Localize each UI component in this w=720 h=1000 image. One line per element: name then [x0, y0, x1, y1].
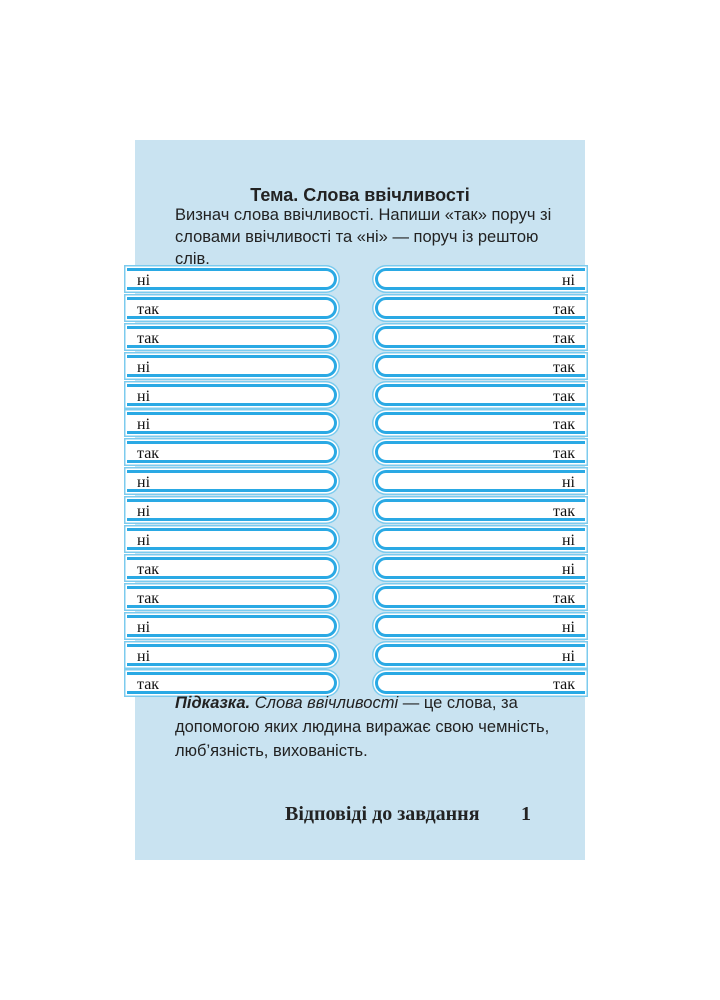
hint-term: Слова ввічливості — [254, 694, 399, 712]
answer-row — [375, 295, 585, 324]
answer-text: так — [552, 358, 575, 376]
answer-text: ні — [561, 647, 575, 665]
answer-text: ні — [137, 618, 151, 636]
answer-text: так — [552, 676, 575, 694]
answer-row — [135, 295, 345, 324]
answer-text: так — [552, 445, 575, 463]
answer-row — [135, 468, 345, 497]
task-number: 1 — [521, 803, 531, 825]
answer-text: ні — [561, 272, 575, 289]
answer-text: ні — [561, 618, 575, 636]
answer-text: ні — [137, 358, 151, 376]
answer-text: так — [137, 589, 160, 607]
answer-text: ні — [561, 532, 575, 550]
answer-field[interactable] — [127, 326, 337, 348]
answer-row — [375, 382, 585, 411]
answer-row — [135, 382, 345, 411]
answer-row — [375, 353, 585, 382]
answer-field[interactable] — [127, 412, 337, 434]
page-title: Тема. Слова ввічливості — [250, 185, 470, 205]
answer-field[interactable] — [375, 470, 585, 492]
answer-field[interactable] — [375, 268, 585, 290]
answer-text: так — [552, 416, 575, 434]
answer-row — [375, 613, 585, 642]
answer-text: ні — [137, 272, 151, 289]
answer-row — [135, 266, 345, 295]
answer-field[interactable] — [375, 499, 585, 521]
answer-field[interactable] — [127, 268, 337, 290]
answer-row — [375, 266, 585, 295]
answer-row — [375, 584, 585, 613]
answer-field[interactable] — [375, 384, 585, 406]
answer-field[interactable] — [127, 644, 337, 666]
answer-field[interactable] — [375, 586, 585, 608]
answer-text: так — [137, 445, 160, 463]
answer-field[interactable] — [127, 355, 337, 377]
answer-field[interactable] — [127, 499, 337, 521]
answer-field[interactable] — [127, 441, 337, 463]
answer-text: ні — [561, 560, 575, 578]
answer-card — [135, 140, 585, 860]
answer-row — [135, 439, 345, 468]
answer-field[interactable] — [375, 355, 585, 377]
hint-body: — це слова, за допомогою яких людина виражає свою чемність, люб’язність, вихованість. — [175, 694, 550, 760]
answer-row — [135, 526, 345, 555]
left-answer-column — [135, 266, 345, 699]
answer-text: так — [137, 676, 160, 694]
answer-row — [135, 324, 345, 353]
answer-text: ні — [561, 474, 575, 492]
hint-label: Підказка. — [175, 694, 251, 712]
answer-row — [375, 526, 585, 555]
answer-field[interactable] — [375, 441, 585, 463]
answer-text: так — [552, 300, 575, 318]
answer-field[interactable] — [127, 297, 337, 319]
answer-field[interactable] — [375, 557, 585, 579]
answer-field[interactable] — [375, 297, 585, 319]
answer-row — [375, 439, 585, 468]
footer-title: Відповіді до завдання — [285, 803, 480, 825]
answer-field[interactable] — [127, 586, 337, 608]
answer-text: ні — [137, 416, 151, 434]
answer-text: так — [552, 329, 575, 347]
answer-text: так — [137, 329, 160, 347]
answer-row — [375, 410, 585, 439]
answer-row — [375, 497, 585, 526]
answer-text: ні — [137, 503, 151, 521]
answer-row — [375, 324, 585, 353]
answer-row — [375, 642, 585, 671]
answer-field[interactable] — [127, 528, 337, 550]
task-instructions: Визнач слова ввічливості. Напиши «так» поруч зі словами ввічливості та «ні» — поруч із рештою слів. — [175, 206, 552, 268]
hint-text — [175, 691, 555, 763]
answer-field[interactable] — [375, 644, 585, 666]
answer-row — [135, 497, 345, 526]
answer-text: ні — [137, 474, 151, 492]
answer-row — [135, 410, 345, 439]
answer-field[interactable] — [375, 528, 585, 550]
answer-row — [135, 613, 345, 642]
answer-field[interactable] — [375, 615, 585, 637]
answer-field[interactable] — [375, 412, 585, 434]
answer-text: так — [137, 300, 160, 318]
answer-row — [375, 468, 585, 497]
answer-text: ні — [137, 647, 151, 665]
answer-text: так — [552, 503, 575, 521]
answer-row — [135, 642, 345, 671]
answer-row — [135, 353, 345, 382]
answer-text: ні — [137, 532, 151, 550]
answer-field[interactable] — [127, 615, 337, 637]
answer-row — [135, 555, 345, 584]
answer-text: ні — [137, 387, 151, 405]
answer-row — [135, 584, 345, 613]
answer-text: так — [552, 589, 575, 607]
answer-field[interactable] — [127, 384, 337, 406]
answer-row — [375, 555, 585, 584]
answer-field[interactable] — [127, 557, 337, 579]
answer-field[interactable] — [127, 470, 337, 492]
answer-text: так — [552, 387, 575, 405]
answer-text: так — [137, 560, 160, 578]
right-answer-column — [375, 266, 585, 699]
answer-field[interactable] — [375, 326, 585, 348]
